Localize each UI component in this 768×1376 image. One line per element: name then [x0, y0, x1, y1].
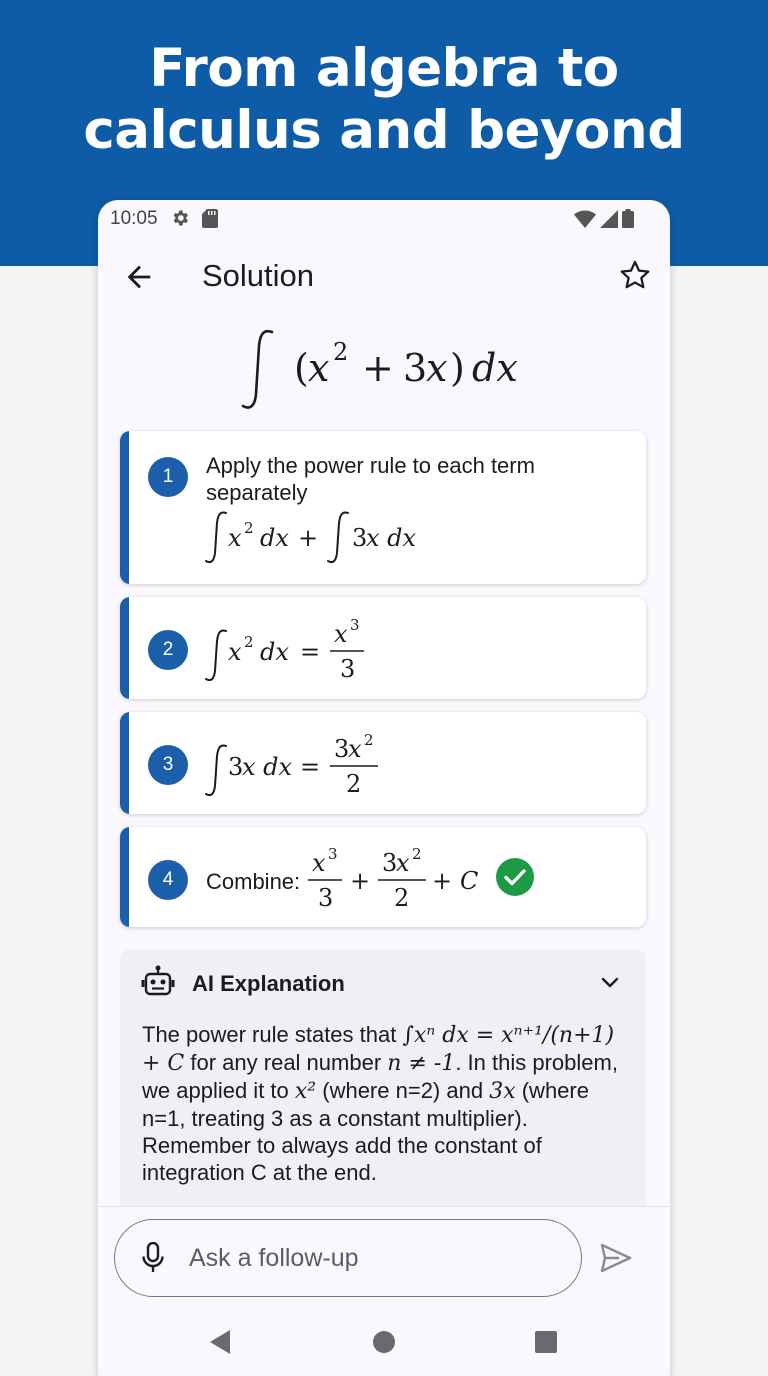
- svg-text:2: 2: [364, 731, 374, 749]
- svg-text:x: x: [312, 849, 326, 877]
- step-number-badge: 2: [148, 630, 188, 670]
- step-math: [200, 509, 500, 569]
- svg-text:=: =: [300, 753, 321, 781]
- svg-text:3: 3: [328, 845, 338, 863]
- headline-line-2: calculus and beyond: [83, 100, 685, 161]
- send-icon[interactable]: [600, 1243, 632, 1273]
- svg-text:dx: dx: [260, 638, 289, 666]
- step-number-badge: 1: [148, 457, 188, 497]
- phone-screen: [98, 200, 670, 1376]
- svg-text:=: =: [300, 638, 321, 666]
- svg-text:3: 3: [382, 849, 398, 877]
- robot-icon: [140, 965, 176, 1001]
- svg-text:+: +: [362, 346, 394, 390]
- explanation-text: (where n=2) and: [322, 1078, 484, 1103]
- back-arrow-icon[interactable]: [122, 260, 156, 294]
- follow-up-input[interactable]: [189, 1238, 559, 1278]
- ai-explanation-title: AI Explanation: [192, 971, 345, 996]
- svg-text:(: (: [294, 346, 309, 390]
- svg-text:2: 2: [394, 884, 410, 912]
- step-number-badge: 3: [148, 745, 188, 785]
- svg-text:x dx: x dx: [366, 524, 417, 552]
- step-math: [200, 718, 400, 808]
- problem-expression: [98, 320, 670, 416]
- svg-text:x: x: [308, 346, 330, 390]
- chevron-down-icon[interactable]: [598, 971, 622, 995]
- ai-explanation-text: [142, 1021, 622, 1186]
- nav-recents-icon[interactable]: [535, 1331, 557, 1353]
- svg-text:3: 3: [350, 616, 360, 634]
- nav-home-icon[interactable]: [372, 1330, 396, 1354]
- svg-text:dx: dx: [472, 346, 518, 390]
- explanation-math: x²: [294, 1079, 317, 1104]
- explanation-text: . In this problem, we applied it to: [142, 1050, 618, 1103]
- svg-text:3: 3: [228, 753, 244, 781]
- checkmark-icon: [496, 858, 534, 896]
- nav-back-icon[interactable]: [208, 1329, 232, 1355]
- svg-text:2: 2: [346, 770, 362, 798]
- battery-icon: [622, 209, 634, 228]
- settings-icon: [170, 208, 190, 228]
- step-number-badge: 4: [148, 860, 188, 900]
- step-description: Combine:: [206, 869, 301, 894]
- svg-text:x: x: [228, 524, 242, 552]
- status-time: 10:05: [110, 208, 158, 229]
- svg-text:3: 3: [340, 655, 356, 683]
- svg-text:2: 2: [244, 519, 254, 537]
- ai-explanation-panel: [120, 949, 646, 1219]
- cell-signal-icon: [600, 210, 618, 228]
- status-bar: [98, 200, 670, 236]
- svg-text:2: 2: [412, 845, 422, 863]
- explanation-text: (where n=1, treating 3 as a constant multiplier). Remember to always add the constant of integration C at the end.: [142, 1078, 589, 1185]
- headline-line-1: From algebra to: [149, 38, 619, 99]
- microphone-icon[interactable]: [141, 1242, 165, 1274]
- wifi-icon: [574, 210, 596, 228]
- svg-text:2: 2: [244, 633, 254, 651]
- composer-area: [98, 1206, 670, 1376]
- star-icon[interactable]: [618, 258, 652, 292]
- follow-up-field[interactable]: [114, 1219, 582, 1297]
- step-card-3[interactable]: [120, 712, 646, 814]
- svg-text:x dx: x dx: [242, 753, 293, 781]
- svg-text:3: 3: [352, 524, 368, 552]
- svg-text:3: 3: [318, 884, 334, 912]
- svg-text:3: 3: [334, 735, 350, 763]
- system-nav-bar: [98, 1325, 670, 1365]
- svg-text:dx: dx: [260, 524, 289, 552]
- explanation-math: n ≠ -1: [387, 1051, 456, 1076]
- promo-headline: [0, 38, 768, 162]
- step-description: Apply the power rule to each term separately: [206, 453, 535, 505]
- svg-text:3: 3: [403, 346, 428, 390]
- svg-text:x: x: [396, 849, 410, 877]
- svg-text:C: C: [460, 867, 479, 895]
- svg-text:x: x: [348, 735, 362, 763]
- explanation-math: 3x: [489, 1079, 516, 1104]
- svg-text:x: x: [228, 638, 242, 666]
- step-math: [302, 832, 502, 922]
- svg-text:+: +: [432, 867, 453, 895]
- svg-text:x: x: [334, 620, 348, 648]
- explanation-formula: ∫xⁿ dx = xⁿ⁺¹/(n+1) + C: [142, 1023, 615, 1076]
- step-card-2[interactable]: [120, 597, 646, 699]
- svg-text:+: +: [298, 524, 319, 552]
- page-title: Solution: [202, 258, 315, 293]
- step-card-4[interactable]: [120, 827, 646, 927]
- status-right-icons: [574, 209, 634, 228]
- svg-text:): ): [450, 346, 465, 390]
- explanation-text: for any real number: [190, 1050, 382, 1075]
- sd-card-icon: [202, 209, 218, 228]
- app-bar: [98, 244, 670, 308]
- svg-text:x: x: [426, 346, 448, 390]
- svg-text:+: +: [350, 867, 371, 895]
- explanation-text: The power rule states that: [142, 1022, 397, 1047]
- step-card-1[interactable]: [120, 431, 646, 584]
- svg-text:2: 2: [333, 338, 349, 366]
- step-math: [200, 603, 400, 693]
